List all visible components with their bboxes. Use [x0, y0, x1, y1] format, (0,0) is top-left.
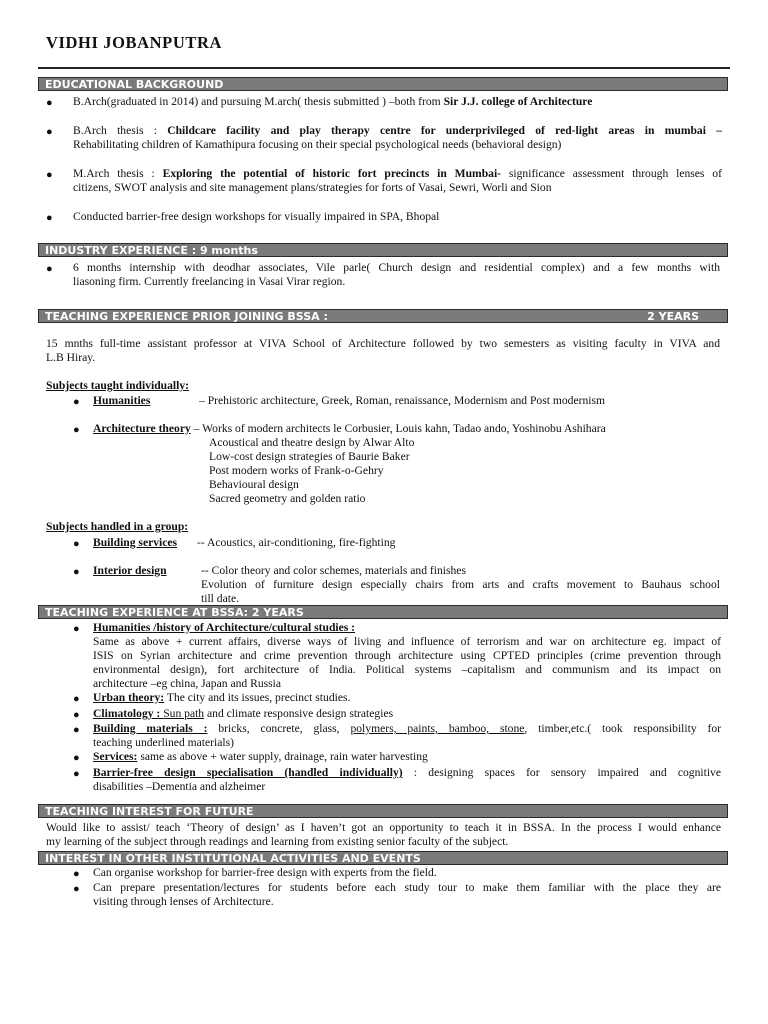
edu-item-march-thesis: M.Arch thesis : Exploring the potential of historic fort precincts in Mumbai- significance assessment through lenses of: [73, 167, 722, 180]
section-heading: TEACHING INTEREST FOR FUTURE: [45, 805, 254, 818]
section-other-activities: [38, 851, 728, 865]
arch-theory-item: Behavioural design: [209, 478, 299, 491]
section-teaching-bssa: [38, 605, 728, 619]
bssa-urban-theory: Urban theory: The city and its issues, precinct studies.: [93, 691, 351, 704]
bullet-icon: ●: [73, 566, 80, 578]
bullet-icon: ●: [73, 752, 80, 764]
bullet-icon: ●: [46, 97, 53, 109]
subject-interior-design-text-2: Evolution of furniture design especially chairs from arts and crafts movement to Bauhaus school: [201, 578, 720, 591]
edu-item-barch-thesis: B.Arch thesis : Childcare facility and play therapy centre for underprivileged of red-light areas in mumbai –: [73, 124, 722, 137]
bullet-icon: ●: [73, 724, 80, 736]
bullet-icon: ●: [73, 883, 80, 895]
section-heading: TEACHING EXPERIENCE PRIOR JOINING BSSA :: [45, 310, 328, 323]
edu-item-workshops: Conducted barrier-free design workshops for visually impaired in SPA, Bhopal: [73, 210, 440, 223]
subjects-group-heading: Subjects handled in a group:: [46, 520, 189, 533]
section-heading: EDUCATIONAL BACKGROUND: [45, 78, 224, 91]
subject-humanities-text: – Prehistoric architecture, Greek, Roman, renaissance, Modernism and Post modernism: [199, 394, 605, 407]
bssa-climatology: Climatology : Sun path and climate responsive design strategies: [93, 707, 394, 720]
header-divider: [38, 67, 730, 69]
other-item-presentations-cont: visiting through lenses of Architecture.: [93, 895, 274, 908]
bullet-icon: ●: [46, 169, 53, 181]
other-item-presentations: Can prepare presentation/lectures for students before each study tour to make them familiar with the place they are: [93, 881, 721, 894]
bssa-barrier-free-cont: disabilities –Dementia and alzheimer: [93, 780, 266, 793]
section-heading: INTEREST IN OTHER INSTITUTIONAL ACTIVITIES AND EVENTS: [45, 852, 421, 865]
section-teaching-interest: [38, 804, 728, 818]
bssa-services: Services: same as above + water supply, drainage, rain water harvesting: [93, 750, 428, 763]
bssa-humanities-line: environmental design), fort architecture of India. Political systems –capitalism and communism and its impact on: [93, 663, 721, 676]
bssa-humanities-label: Humanities /history of Architecture/cultural studies :: [93, 621, 356, 634]
arch-theory-item: Post modern works of Frank-o-Gehry: [209, 464, 384, 477]
section-teaching-prior: [38, 309, 728, 323]
subject-humanities-label: Humanities: [93, 394, 151, 407]
bullet-icon: ●: [73, 768, 80, 780]
industry-line-2: liasoning firm. Currently freelancing in Vasai Virar region.: [73, 275, 346, 288]
subject-building-services-text: -- Acoustics, air-conditioning, fire-fighting: [197, 536, 396, 549]
future-line-2: my learning of the subject through readings and learning from existing senior faculty of the subject.: [46, 835, 509, 848]
bssa-humanities-line: Same as above + current affairs, diverse ways of living and influence of terrorism and war on architecture eg. impact of: [93, 635, 721, 648]
future-line-1: Would like to assist/ teach ‘Theory of design’ as I haven’t got an opportunity to teach it in BSSA. In the process I would enhance: [46, 821, 721, 834]
section-educational-background: [38, 77, 728, 91]
bssa-barrier-free: Barrier-free design specialisation (handled individually) : designing spaces for sensory impaired and cognitive: [93, 766, 721, 779]
other-item-workshop: Can organise workshop for barrier-free design with experts from the field.: [93, 866, 437, 879]
section-heading-duration: 2 YEARS: [647, 310, 699, 323]
bullet-icon: ●: [46, 126, 53, 138]
subject-interior-design-text-1: -- Color theory and color schemes, materials and finishes: [201, 564, 466, 577]
subject-building-services-label: Building services: [93, 536, 178, 549]
bullet-icon: ●: [46, 212, 53, 224]
subject-interior-design-text-3: till date.: [201, 592, 239, 605]
arch-theory-item: Acoustical and theatre design by Alwar Alto: [209, 436, 415, 449]
arch-theory-item: Sacred geometry and golden ratio: [209, 492, 366, 505]
subjects-individually-heading: Subjects taught individually:: [46, 379, 190, 392]
teaching-prior-line-2: L.B Hiray.: [46, 351, 96, 364]
bssa-building-materials: Building materials : bricks, concrete, glass, polymers, paints, bamboo, stone, timber,etc.( took responsibility for: [93, 722, 722, 735]
section-heading: TEACHING EXPERIENCE AT BSSA: 2 YEARS: [45, 606, 304, 619]
section-heading: INDUSTRY EXPERIENCE : 9 months: [45, 244, 258, 257]
arch-theory-item: Low-cost design strategies of Baurie Baker: [209, 450, 410, 463]
section-industry-experience: [38, 243, 728, 257]
bssa-humanities-line: ISIS on Syrian architecture and crime prevention through architecture using CPTED principles (crime prevention through: [93, 649, 721, 662]
bullet-icon: ●: [73, 396, 80, 408]
bullet-icon: ●: [46, 263, 53, 275]
bullet-icon: ●: [73, 693, 80, 705]
bullet-icon: ●: [73, 424, 80, 436]
edu-item-barch-thesis-cont: Rehabilitating children of Kamathipura focusing on their special psychological needs (behavioral design): [73, 138, 562, 151]
candidate-name: VIDHI JOBANPUTRA: [46, 33, 222, 52]
edu-item-degree: B.Arch(graduated in 2014) and pursuing M.arch( thesis submitted ) –both from Sir J.J. college of Architecture: [73, 95, 593, 108]
subject-architecture-theory: Architecture theory – Works of modern architects le Corbusier, Louis kahn, Tadao ando, Yoshinobu Ashihara: [93, 422, 606, 435]
edu-item-march-thesis-cont: citizens, SWOT analysis and site management plans/strategies for forts of Vasai, Sewri, Worli and Sion: [73, 181, 552, 194]
bssa-building-materials-cont: teaching underlined materials): [93, 736, 234, 749]
bullet-icon: ●: [73, 623, 80, 635]
bullet-icon: ●: [73, 868, 80, 880]
bullet-icon: ●: [73, 709, 80, 721]
teaching-prior-line-1: 15 mnths full-time assistant professor at VIVA School of Architecture followed by two semesters as visiting faculty in VIVA and: [46, 337, 720, 350]
bullet-icon: ●: [73, 538, 80, 550]
bssa-humanities-line: architecture –eg china, Japan and Russia: [93, 677, 282, 690]
industry-line-1: 6 months internship with deodhar associates, Vile parle( Church design and residential complex) and a few months with: [73, 261, 720, 274]
subject-interior-design-label: Interior design: [93, 564, 167, 577]
